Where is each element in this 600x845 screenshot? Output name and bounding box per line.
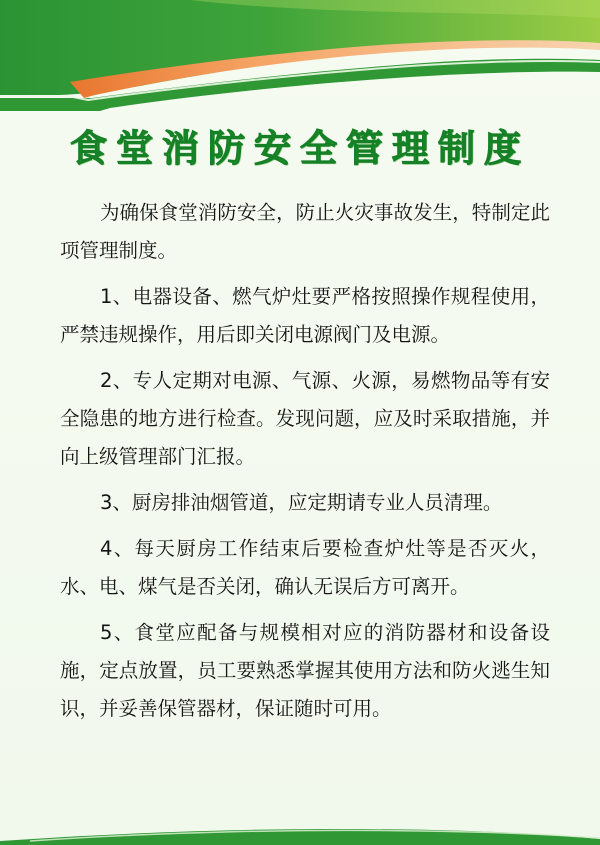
green-footer-decoration xyxy=(0,821,600,845)
paragraph-gap xyxy=(60,476,550,484)
intro-paragraph: 为确保食堂消防安全，防止火灾事故发生，特制定此项管理制度。 xyxy=(60,201,550,262)
paragraph-gap xyxy=(60,606,550,614)
paragraph-gap xyxy=(60,522,550,530)
green-wave-header-decoration xyxy=(0,0,600,130)
paragraph-gap xyxy=(60,354,550,362)
rules-text xyxy=(60,194,550,728)
page-title: 食堂消防安全管理制度 xyxy=(70,127,530,170)
rule-item-4: 4、每天厨房工作结束后要检查炉灶等是否灭火，水、电、煤气是否关闭，确认无误后方可离开。 xyxy=(60,537,550,598)
rule-item-1: 1、电器设备、燃气炉灶要严格按照操作规程使用，严禁违规操作，用后即关闭电源阀门及电源。 xyxy=(60,285,550,346)
rule-item-5: 5、食堂应配备与规模相对应的消防器材和设备设施，定点放置，员工要熟悉掌握其使用方法和防火逃生知识，并妥善保管器材，保证随时可用。 xyxy=(60,621,550,720)
rule-item-2: 2、专人定期对电源、气源、火源，易燃物品等有安全隐患的地方进行检查。发现问题，应及时采取措施，并向上级管理部门汇报。 xyxy=(60,369,550,468)
paragraph-gap xyxy=(60,270,550,278)
rule-item-3: 3、厨房排油烟管道，应定期请专业人员清理。 xyxy=(99,491,503,514)
